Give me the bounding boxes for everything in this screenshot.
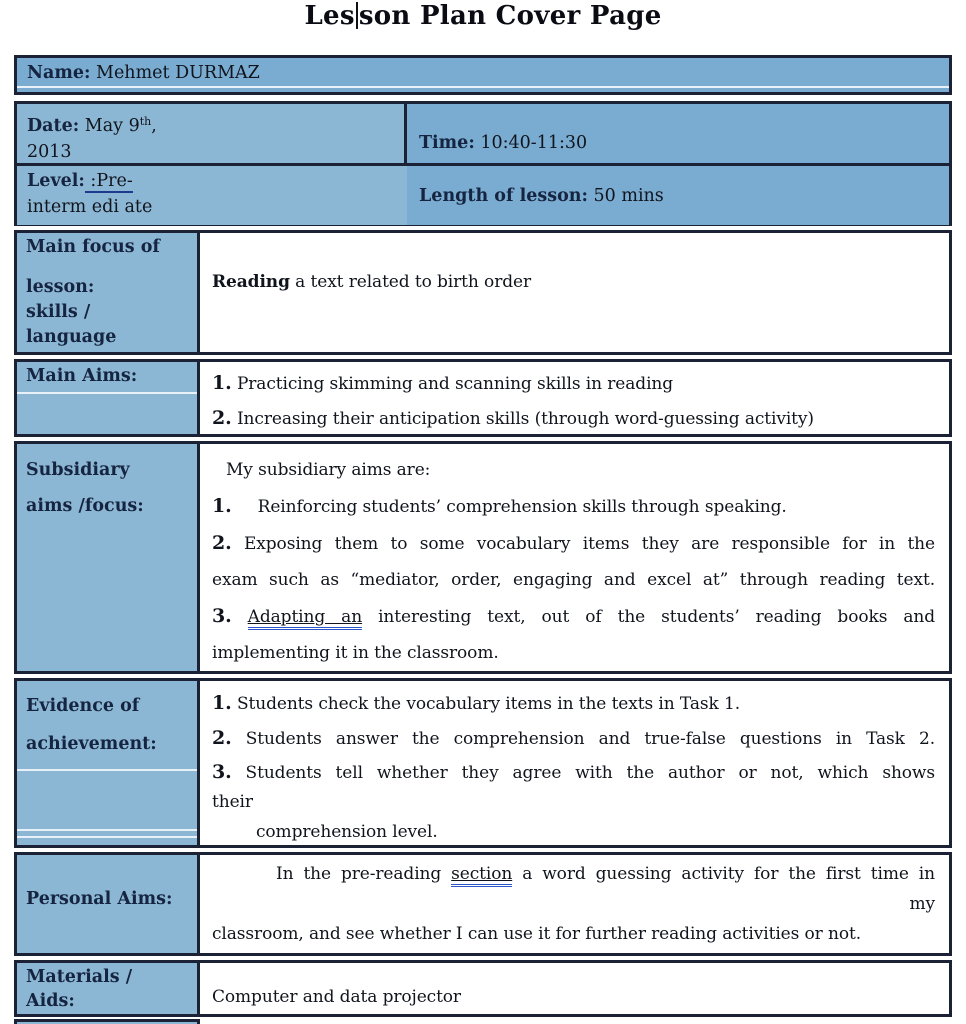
subsidiary-item-2-line2: exam such as “mediator, order, engaging and excel at” through reading text. [212, 570, 935, 590]
evidence-row [14, 678, 952, 848]
materials-row [14, 960, 952, 1017]
cell-divider-line [17, 769, 197, 771]
page-title [0, 0, 966, 55]
level-cell [17, 166, 407, 225]
personal-aims-label-cell [17, 855, 200, 953]
personal-aims-line2: my [909, 894, 935, 914]
main-focus-label-cell: Main focus of lesson: skills / language [17, 233, 200, 352]
grammar-underlined-text: Adapting an [248, 607, 362, 630]
subsidiary-aims-row [14, 441, 952, 674]
level-label: Level: [27, 171, 85, 191]
subsidiary-intro: My subsidiary aims are: [226, 460, 431, 480]
text-cursor [356, 2, 358, 29]
cell-divider-line [17, 392, 197, 394]
title-text-before-cursor: Les [304, 1, 355, 31]
main-focus-label-line1: Main focus of [26, 237, 160, 257]
name-row [14, 55, 952, 95]
date-year: 2013 [27, 142, 72, 162]
personal-aims-content [200, 855, 949, 953]
lesson-plan-table [14, 55, 952, 1024]
length-cell [407, 166, 949, 225]
time-value: 10:40-11:30 [480, 133, 588, 153]
evidence-item-2: 2. Students answer the comprehension and true-false questions in Task 2. [212, 727, 935, 749]
cell-divider-line [17, 829, 197, 831]
grammar-underlined-text: section [451, 864, 512, 887]
main-aims-item: 2. Increasing their anticipation skills (through word-guessing activity) [212, 407, 814, 429]
main-aims-item: 1. Practicing skimming and scanning skills in reading [212, 372, 674, 394]
name-label: Name: [27, 63, 91, 83]
name-value: Mehmet DURMAZ [96, 63, 260, 83]
cell-divider-line [17, 86, 949, 88]
personal-aims-line3: classroom, and see whether I can use it for further reading activities or not. [212, 924, 862, 944]
subsidiary-item-3-line2: implementing it in the classroom. [212, 643, 499, 663]
next-row-partial-cell [14, 1019, 200, 1024]
time-cell [407, 104, 949, 166]
date-time-level-length-block [14, 101, 952, 226]
personal-aims-row [14, 852, 952, 956]
materials-value: Computer and data projector [212, 987, 461, 1007]
subsidiary-content [200, 444, 949, 671]
materials-content [200, 963, 949, 1014]
main-aims-label: Main Aims: [26, 366, 138, 386]
main-focus-content-text: a text related to birth order [289, 272, 531, 292]
personal-aims-line1: In the pre-reading section a word guessing activity for the first time in [212, 859, 935, 889]
length-label: Length of lesson: [419, 185, 588, 206]
personal-aims-label: Personal Aims: [26, 889, 173, 909]
evidence-item-3: 3. Students tell whether they agree with the author or not, which shows [212, 761, 935, 783]
time-label: Time: [419, 133, 475, 153]
title-text-after-cursor: son Plan Cover Page [358, 1, 662, 31]
subsidiary-label-cell: Subsidiary aims /focus: [17, 444, 200, 671]
main-aims-content [200, 362, 949, 434]
subsidiary-item-3-line1: 3. Adapting an interesting text, out of the students’ reading books and [212, 598, 935, 635]
date-label: Date: [27, 116, 80, 136]
main-aims-label-cell [17, 362, 200, 434]
main-focus-content-bold: Reading [212, 272, 290, 292]
evidence-item-1: 1. Students check the vocabulary items in the texts in Task 1. [212, 692, 740, 714]
evidence-label-cell: Evidence of achievement: [17, 681, 200, 845]
subsidiary-item-2-line1: 2. Exposing them to some vocabulary items they are responsible for in the [212, 532, 935, 554]
date-ordinal: th [139, 115, 152, 128]
main-focus-content [200, 233, 949, 352]
level-value-underlined: :Pre- [84, 171, 133, 191]
main-focus-row [14, 230, 952, 355]
main-aims-row [14, 359, 952, 437]
cell-divider-line [17, 836, 197, 838]
evidence-item-3-cont: their [212, 792, 253, 812]
level-value-line2: interm edi ate [27, 197, 153, 217]
name-cell [27, 63, 939, 83]
length-value: 50 mins [593, 185, 664, 206]
subsidiary-item-1: 1. Reinforcing students’ comprehension skills through speaking. [212, 495, 787, 517]
evidence-item-3-cont2: comprehension level. [256, 822, 438, 842]
date-value: May 9 [84, 116, 140, 136]
materials-label-cell: Materials / Aids: [17, 963, 200, 1014]
date-cell: Date: May 9th, 2013 [17, 104, 407, 166]
evidence-content [200, 681, 949, 845]
